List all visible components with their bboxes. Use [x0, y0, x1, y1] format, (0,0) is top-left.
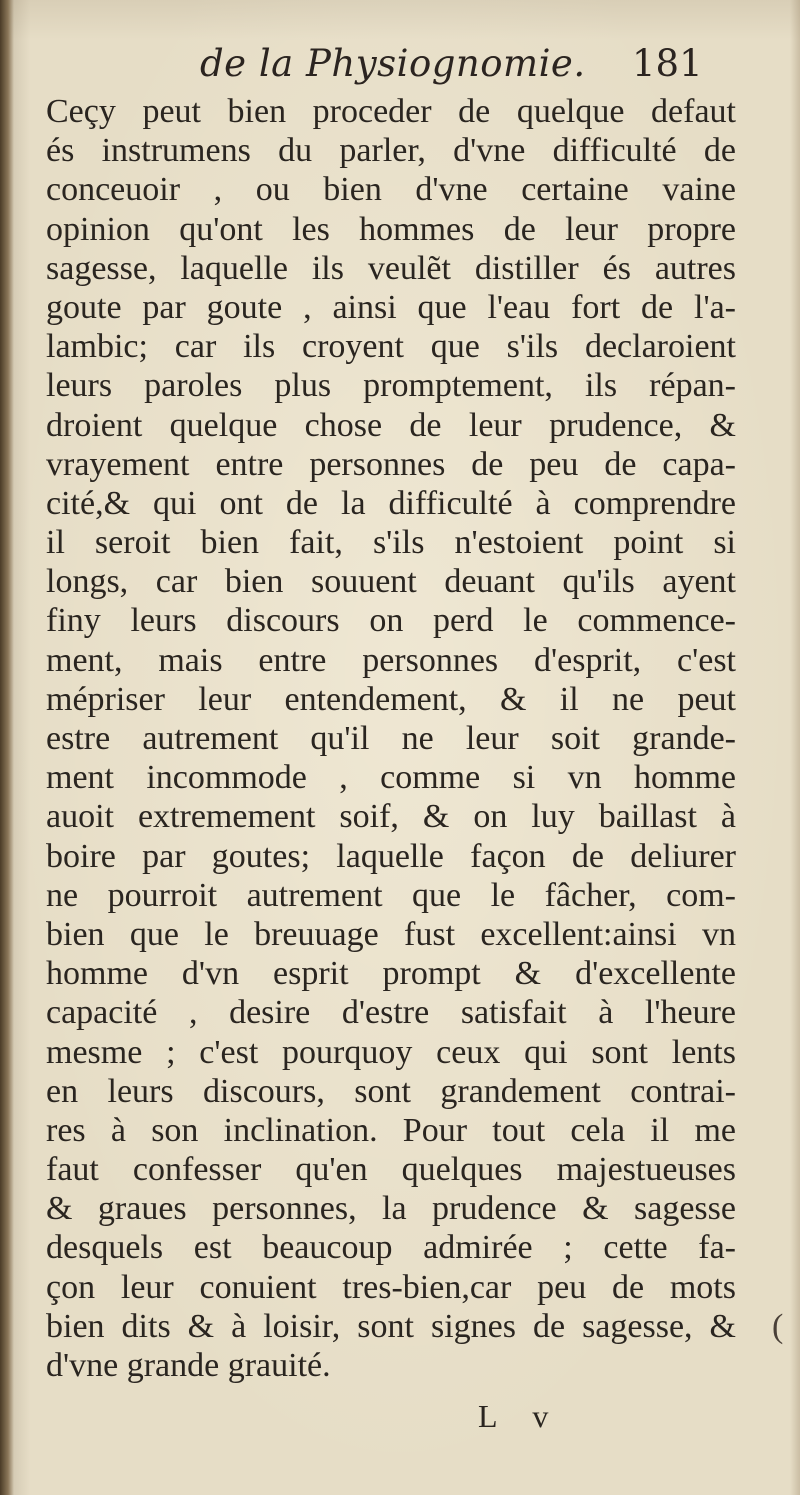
text-line: res à son inclination. Pour tout cela il me	[46, 1111, 736, 1149]
text-line: desquels est beaucoup admirée ; cette fa-	[46, 1229, 736, 1267]
text-line: lambic; car ils croyent que s'ils declaroient	[46, 328, 736, 366]
margin-mark: (	[772, 1308, 784, 1345]
text-line: mépriser leur entendement, & il ne peut	[46, 680, 736, 718]
text-line: Ceçy peut bien proceder de quelque defaut	[46, 93, 736, 130]
text-line: capacité , desire d'estre satisfait à l'heure	[46, 994, 736, 1032]
binding-gutter	[0, 0, 14, 1495]
page-number: 181	[632, 42, 703, 85]
text-line: goute par goute , ainsi que l'eau fort de l'a-	[46, 288, 736, 326]
text-line: faut confesser qu'en quelques majestueuses	[46, 1151, 736, 1189]
text-line-final: d'vne grande grauité.	[46, 1347, 331, 1384]
text-line: bien que le breuuage fust excellent:ainsi vn	[46, 915, 736, 953]
text-line: ment incommode , comme si vn homme	[46, 759, 736, 797]
text-line: bien dits & à loisir, sont signes de sagesse, &	[46, 1307, 736, 1345]
text-line: estre autrement qu'il ne leur soit grande-	[46, 720, 736, 757]
text-line: çon leur conuient tres-bien,car peu de mots	[46, 1268, 736, 1306]
text-line: leurs paroles plus promptement, ils répan-	[46, 367, 736, 405]
text-line: en leurs discours, sont grandement contrai-	[46, 1072, 736, 1110]
text-line: auoit extremement soif, & on luy baillast à	[46, 798, 736, 836]
text-line: & graues personnes, la prudence & sagesse	[46, 1190, 736, 1228]
text-line: homme d'vn esprit prompt & d'excellente	[46, 955, 736, 993]
text-line: opinion qu'ont les hommes de leur propre	[46, 210, 736, 248]
signature-mark: L v	[478, 1398, 563, 1434]
page-right-edge	[790, 0, 800, 1495]
text-line: ne pourroit autrement que le fâcher, com-	[46, 876, 736, 914]
body-text	[46, 92, 736, 1385]
running-title: de la Physiognomie.	[200, 42, 586, 85]
text-line: droient quelque chose de leur prudence, &	[46, 406, 736, 444]
text-line: és instrumens du parler, d'vne difficulté de	[46, 132, 736, 170]
text-line: longs, car bien souuent deuant qu'ils ayent	[46, 563, 736, 601]
text-line: sagesse, laquelle ils veulẽt distiller és autres	[46, 249, 736, 287]
text-line: mesme ; c'est pourquoy ceux qui sont lents	[46, 1033, 736, 1071]
text-line: ment, mais entre personnes d'esprit, c'est	[46, 641, 736, 679]
text-line: il seroit bien fait, s'ils n'estoient point si	[46, 524, 736, 562]
text-line: finy leurs discours on perd le commence-	[46, 602, 736, 640]
text-line: conceuoir , ou bien d'vne certaine vaine	[46, 171, 736, 209]
text-line: vrayement entre personnes de peu de capa-	[46, 445, 736, 483]
text-line: boire par goutes; laquelle façon de deliurer	[46, 837, 736, 875]
text-line: cité,& qui ont de la difficulté à comprendre	[46, 484, 736, 522]
